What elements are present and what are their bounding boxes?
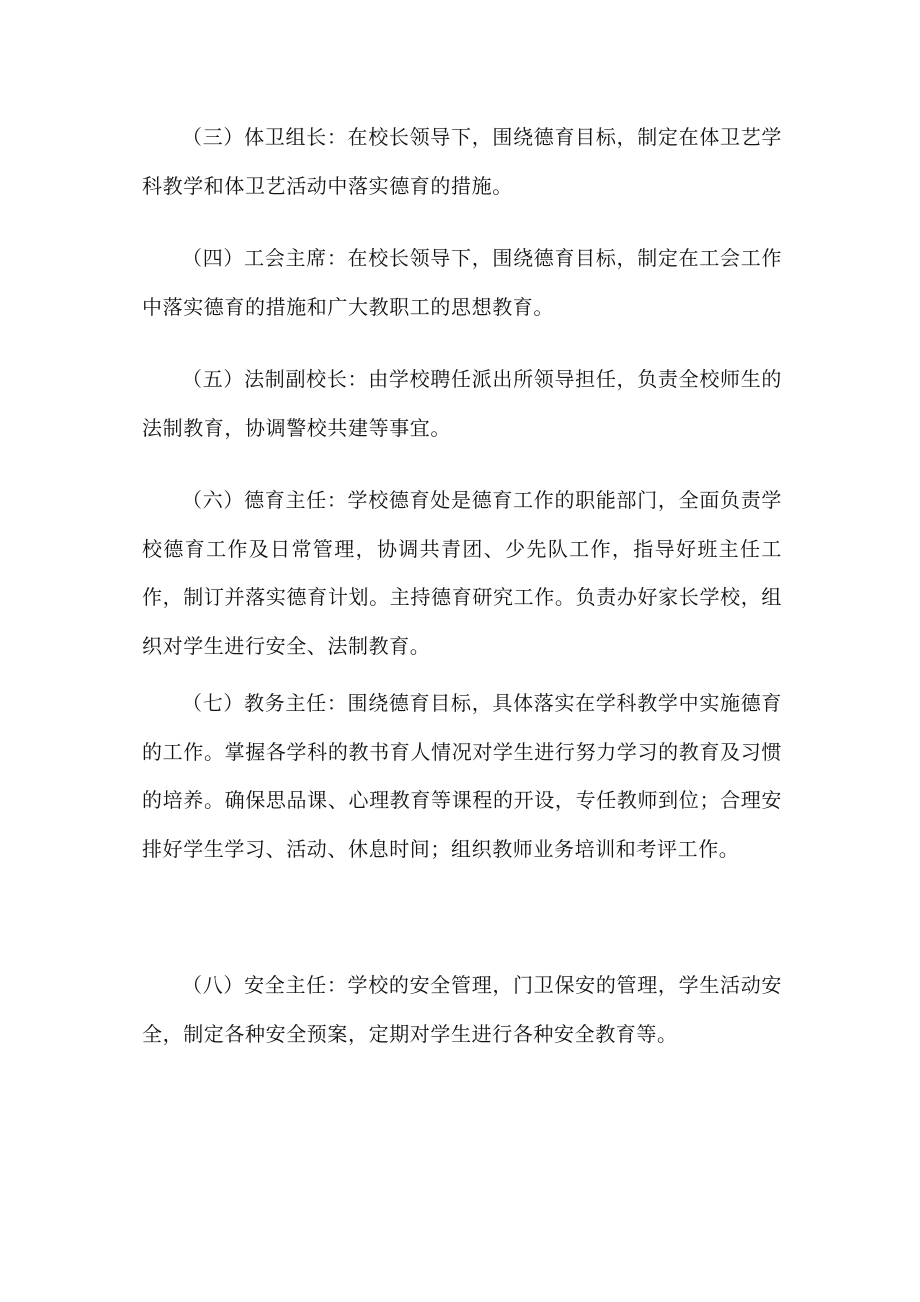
paragraph-safety-director: （八）安全主任：学校的安全管理，门卫保安的管理，学生活动安全，制定各种安全预案，定期对学生进行各种安全教育等。 <box>142 973 782 1046</box>
paragraph-academic-director: （七）教务主任：围绕德育目标，具体落实在学科教学中实施德育的工作。掌握各学科的教书育人情况对学生进行努力学习的教育及习惯的培养。确保思品课、心理教育等课程的开设，专任教师到位；合理安排好学生学习、活动、休息时间；组织教师业务培训和考评工作。 <box>142 691 782 862</box>
paragraph-legal-vice-principal: （五）法制副校长：由学校聘任派出所领导担任，负责全校师生的法制教育，协调警校共建等事宜。 <box>142 367 782 440</box>
paragraph-moral-education-director: （六）德育主任：学校德育处是德育工作的职能部门，全面负责学校德育工作及日常管理，协调共青团、少先队工作，指导好班主任工作，制订并落实德育计划。主持德育研究工作。负责办好家长学校，组织对学生进行安全、法制教育。 <box>142 488 782 659</box>
paragraph-union-chairman: （四）工会主席：在校长领导下，围绕德育目标，制定在工会工作中落实德育的措施和广大教职工的思想教育。 <box>142 246 782 319</box>
paragraph-sports-health-leader: （三）体卫组长：在校长领导下，围绕德育目标，制定在体卫艺学科教学和体卫艺活动中落实德育的措施。 <box>142 125 782 198</box>
